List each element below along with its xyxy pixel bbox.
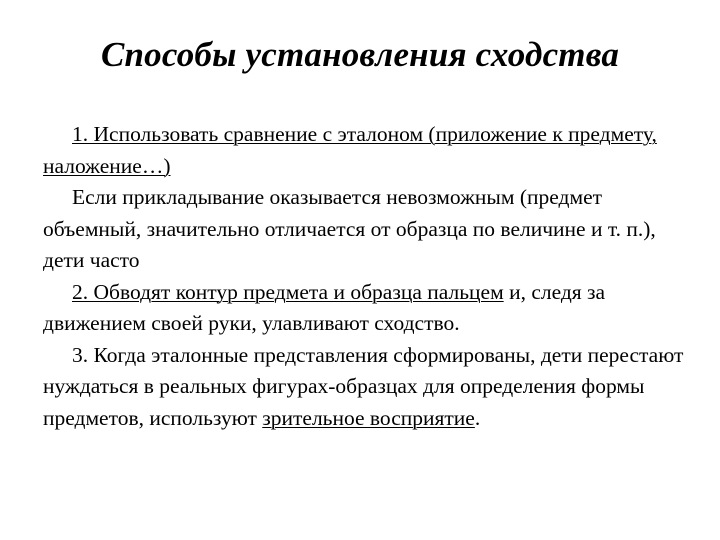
paragraph-3-text: и, следя за движением своей руки, улавливают сходство. xyxy=(43,279,606,335)
paragraph-2 xyxy=(43,182,691,277)
slide-body xyxy=(43,119,691,434)
paragraph-3-underlined: 2. Обводят контур предмета и образца пальцем xyxy=(72,279,504,304)
paragraph-4-tail: . xyxy=(474,405,481,430)
slide-title: Способы установления сходства xyxy=(100,35,620,74)
paragraph-1 xyxy=(43,119,691,182)
paragraph-1-underlined: 1. Использовать сравнение с эталоном (приложение к предмету, наложение…) xyxy=(43,122,657,178)
paragraph-2-text: Если прикладывание оказывается невозможным (предмет объемный, значительно отличается от образца по величине и т. п.), дети часто xyxy=(43,185,656,272)
paragraph-3 xyxy=(43,277,691,340)
paragraph-4 xyxy=(43,340,691,435)
paragraph-4-underlined: зрительное восприятие xyxy=(262,405,475,430)
paragraph-4-lead: 3. Когда эталонные представления сформированы, дети перестают нуждаться в реальных фигурах-образцах для определения формы предметов, используют xyxy=(43,342,684,430)
